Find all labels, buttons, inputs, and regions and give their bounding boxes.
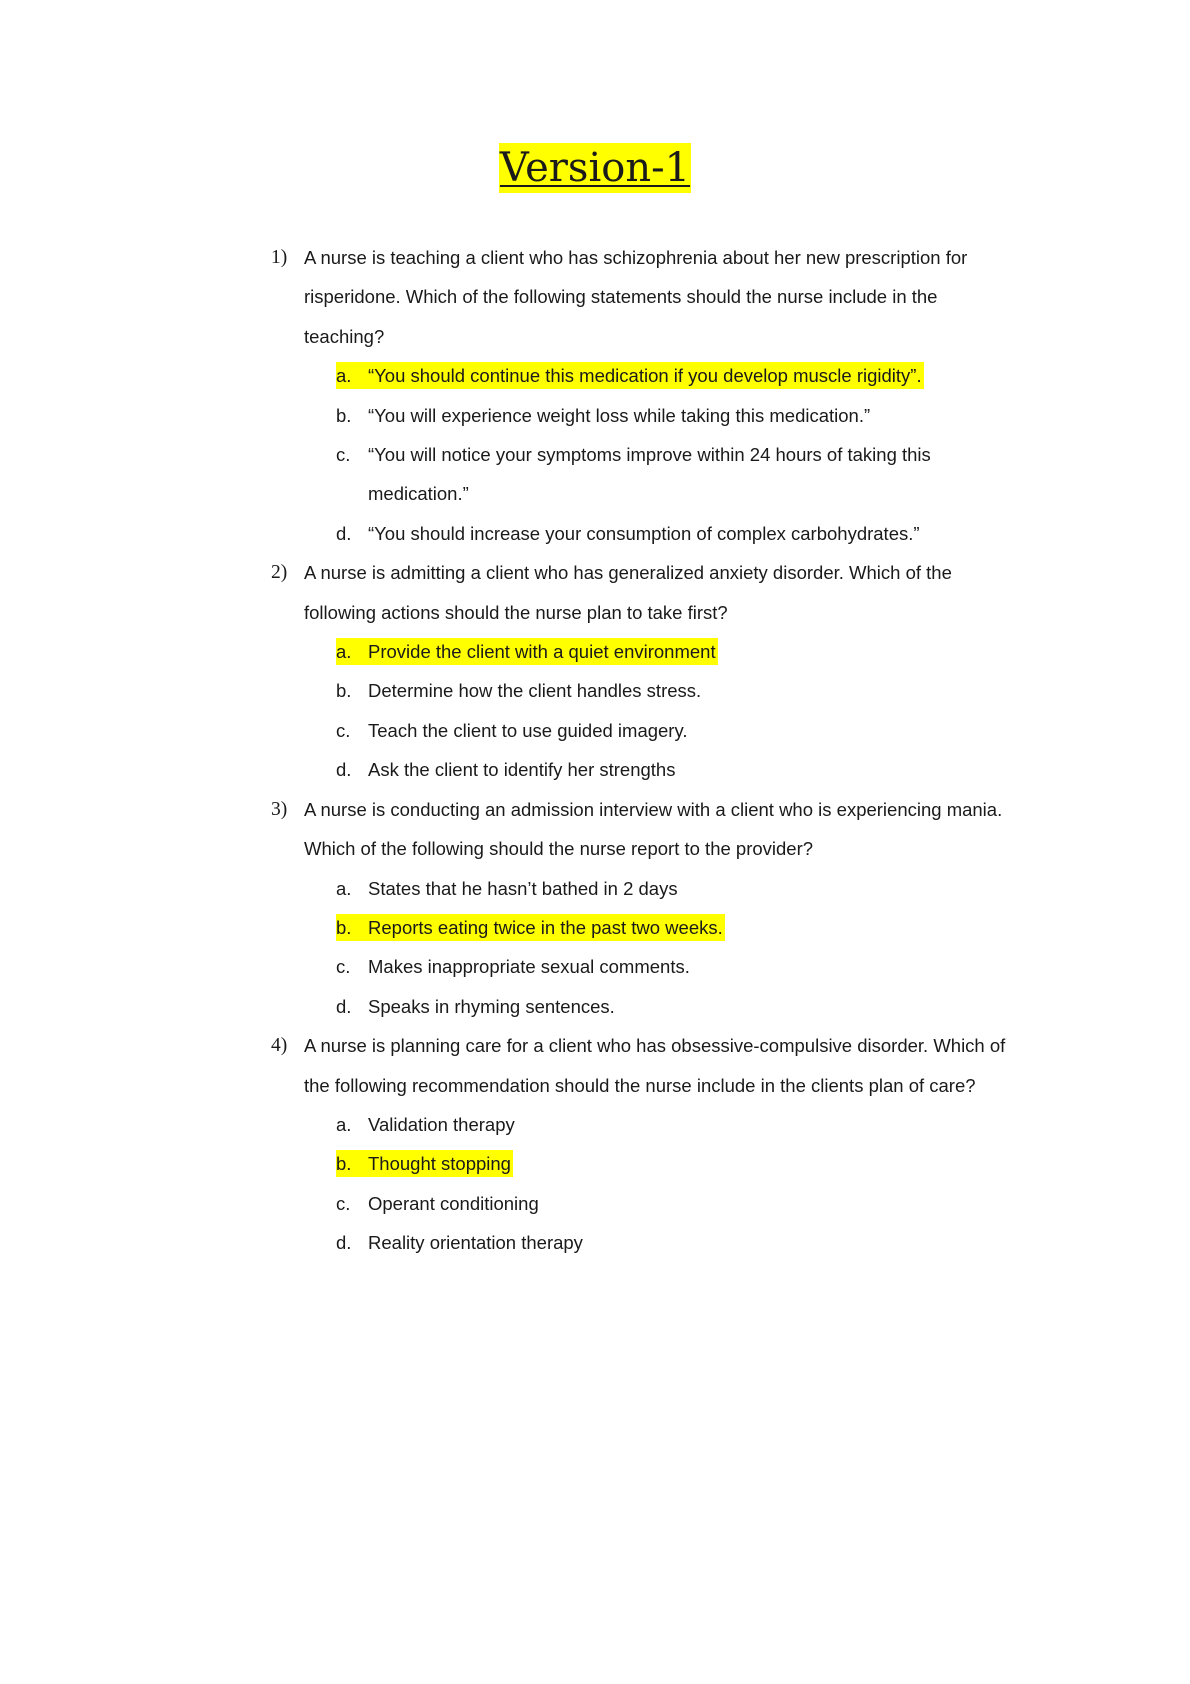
answer-text-wrap	[336, 402, 872, 429]
answer-option	[271, 1105, 1071, 1144]
question-text-line	[271, 238, 1071, 277]
answer-option	[271, 987, 1071, 1026]
question-2	[271, 553, 1071, 789]
question-3	[271, 790, 1071, 1026]
option-text: Makes inappropriate sexual comments.	[368, 956, 690, 978]
option-letter: d.	[336, 522, 352, 544]
answer-option	[271, 632, 1071, 671]
question-1	[271, 238, 1071, 553]
question-text: A nurse is teaching a client who has schizophrenia about her new prescription for	[304, 247, 968, 268]
answer-option	[271, 1184, 1071, 1223]
question-text: risperidone. Which of the following statements should the nurse include in the	[304, 286, 938, 308]
document-title: Version-1	[499, 145, 691, 191]
question-text: A nurse is conducting an admission interview with a client who is experiencing mania.	[304, 798, 1003, 820]
question-list	[271, 238, 1071, 1263]
option-text: Reports eating twice in the past two weeks.	[368, 916, 723, 938]
answer-option	[271, 356, 1071, 395]
question-text-line	[271, 593, 1071, 632]
question-text: A nurse is planning care for a client who has obsessive-compulsive disorder. Which of	[304, 1035, 1006, 1057]
answer-option	[271, 750, 1071, 789]
option-letter: a.	[336, 1113, 352, 1135]
answer-option	[271, 474, 1071, 513]
question-text-line	[271, 553, 1071, 592]
answer-option	[271, 869, 1071, 908]
question-text: following actions should the nurse plan to take first?	[304, 601, 728, 623]
option-letter: a.	[336, 877, 352, 899]
title-container	[0, 143, 1190, 193]
question-text-line	[271, 1026, 1071, 1065]
option-text: Provide the client with a quiet environment	[368, 641, 716, 663]
option-text: Ask the client to identify her strengths	[368, 759, 676, 781]
answer-text-wrap	[336, 875, 680, 902]
answer-text-wrap	[336, 756, 677, 783]
answer-option	[271, 671, 1071, 710]
question-text-line	[271, 1066, 1071, 1105]
option-letter: b.	[336, 916, 352, 938]
answer-text-wrap	[336, 1190, 541, 1217]
option-letter: d.	[336, 759, 352, 781]
question-text-line	[271, 790, 1071, 829]
option-letter: b.	[336, 404, 352, 426]
option-text: Teach the client to use guided imagery.	[368, 719, 688, 741]
option-letter: a.	[336, 641, 352, 663]
question-text: A nurse is admitting a client who has generalized anxiety disorder. Which of the	[304, 562, 952, 584]
option-text: Validation therapy	[368, 1113, 515, 1135]
question-4	[271, 1026, 1071, 1262]
option-letter: c.	[336, 444, 351, 466]
option-letter: b.	[336, 680, 352, 702]
answer-option	[271, 1223, 1071, 1262]
option-text: “You should increase your consumption of complex carbohydrates.”	[368, 522, 920, 544]
answer-option	[271, 1144, 1071, 1183]
option-letter: c.	[336, 956, 351, 978]
answer-text-wrap	[336, 1229, 585, 1256]
question-text-line	[271, 829, 1071, 868]
option-text: “You will experience weight loss while taking this medication.”	[368, 404, 871, 426]
answer-text-wrap	[336, 677, 703, 704]
answer-option	[271, 396, 1071, 435]
option-text: Reality orientation therapy	[368, 1232, 583, 1254]
option-text: “You should continue this medication if you develop muscle rigidity”.	[368, 365, 922, 387]
highlighted-answer	[336, 914, 725, 941]
highlighted-answer	[336, 362, 924, 389]
answer-text-wrap	[336, 520, 922, 547]
answer-option	[271, 435, 1071, 474]
option-text: “You will notice your symptoms improve within 24 hours of taking this	[368, 444, 931, 466]
answer-text-wrap	[336, 953, 692, 980]
option-letter: c.	[336, 719, 351, 741]
question-text: the following recommendation should the nurse include in the clients plan of care?	[304, 1074, 976, 1096]
answer-option	[271, 514, 1071, 553]
question-number: 2)	[271, 562, 288, 584]
option-letter: b.	[336, 1153, 352, 1175]
option-text: Determine how the client handles stress.	[368, 680, 702, 702]
option-letter: a.	[336, 365, 352, 387]
highlighted-answer	[336, 1150, 513, 1177]
option-letter: c.	[336, 1192, 351, 1214]
option-text: States that he hasn’t bathed in 2 days	[368, 877, 678, 899]
highlighted-answer	[336, 638, 718, 665]
question-text-line	[271, 277, 1071, 316]
question-number: 1)	[271, 247, 288, 268]
question-text: teaching?	[304, 325, 385, 347]
option-letter: d.	[336, 995, 352, 1017]
answer-text-wrap	[336, 1111, 517, 1138]
answer-text-wrap	[336, 993, 617, 1020]
answer-option	[271, 908, 1071, 947]
answer-option	[271, 947, 1071, 986]
answer-text-wrap	[336, 717, 690, 744]
question-text-line	[271, 317, 1071, 356]
option-text: Speaks in rhyming sentences.	[368, 995, 615, 1017]
option-text: Operant conditioning	[368, 1192, 539, 1214]
question-text: Which of the following should the nurse report to the provider?	[304, 838, 814, 860]
option-text: medication.”	[368, 483, 469, 505]
question-number: 4)	[271, 1035, 288, 1057]
question-number: 3)	[271, 798, 288, 820]
answer-option	[271, 711, 1071, 750]
option-text: Thought stopping	[368, 1153, 511, 1175]
option-letter: d.	[336, 1232, 352, 1254]
answer-text-wrap	[336, 441, 933, 468]
